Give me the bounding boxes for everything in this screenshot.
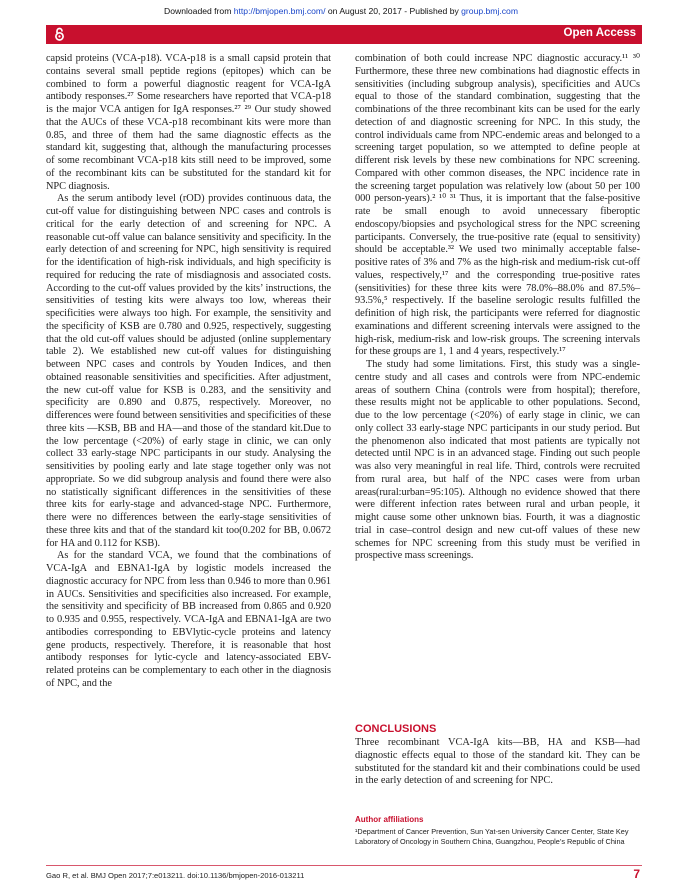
affiliations-text: ¹Department of Cancer Prevention, Sun Yat-sen University Cancer Center, State Key Laboratory of Oncology in Southern China, Guangzhou, People’s Republic of China xyxy=(355,827,629,846)
bmjopen-url-link[interactable]: http://bmjopen.bmj.com/ xyxy=(233,6,326,16)
publisher-link[interactable]: group.bmj.com xyxy=(461,6,518,16)
right-paragraph-1: combination of both could increase NPC diagnostic accuracy.¹¹ ³⁰ Furthermore, these three new combinations had diagnostic effects in sensitivities (including subgroup analysis), specificities and AUCs equal to those of the standard combination, suggesting that the combinations of the three recombinant kits can be used for the early detection of and diagnostic screening for NPC. In this study, the control individuals came from NPC-endemic areas and belonged to a screening target population, so we attempted to define people at different risk levels by these new combinations for NPC screening. Compared with other common diseases, the NPC incidence rate in the screening target population was relatively low (about 50 per 100 000 person-years).² ¹⁰ ³¹ Thus, it is important that the false-positive rate be small enough to avoid unnecessary fiberoptic endoscopy/biopsies and psychological stress for the NPC screening participants. Conversely, the true-positive rate (equal to sensitivity) should be acceptable.³² We used two minimally acceptable false-positive rates of 3% and 7% as the high-risk and medium-risk cut-off values, respectively,¹⁷ and the corresponding true-positive rates (sensitivities) for these three kits were 78.0%–88.0% and 87.5%–93.5%,⁵ respectively. If the baseline serologic results fulfilled the definition of high risk, the participants were referred for diagnostic examinations and different screening intervals were assigned to the high-risk, medium-risk and low-risk groups. The screening intervals for these groups are 1, 1 and 4 years, respectively.¹⁷ xyxy=(355,53,640,358)
right-paragraph-2: The study had some limitations. First, this study was a single-centre study and all cases and controls were from NPC-endemic areas of southern China (controls were from hospital); therefore, these results might not be applicable to other populations. Second, due to the low percentage (<20%) of early stage in clinic, we can only collect 33 early-stage NPC participants in our study period. But the phenomenon also indicated that most patients are typically not detected until NPC is in an advanced stage. Finding out such people was also very meaningful in real life. Third, controls were recruited from rural area, but half of the NPC cases were from urban areas(rural:urban=95:105). Although no evidence showed that there were different infection rates between rural and urban people, it might cause some other unknown bias. Fourth, it was a diagnostic trial in case–control design and new cut-off values of these new schemes for NPC screening from this study must be verified in prospective mass screenings. xyxy=(355,359,640,562)
page-number: 7 xyxy=(633,867,640,881)
left-column xyxy=(46,53,331,691)
download-notice xyxy=(0,6,682,16)
footer-divider xyxy=(46,865,642,866)
download-middle: on August 20, 2017 - Published by xyxy=(325,6,462,16)
open-access-lock-icon xyxy=(54,27,65,41)
right-column xyxy=(355,53,640,563)
left-paragraph-1: capsid proteins (VCA-p18). VCA-p18 is a small capsid protein that contains several small peptide regions (epitopes) which can be combined to form a powerful diagnostic reagent for VCA-IgA antibody responses.²⁷ Some researchers have reported that VCA-p18 is the major VCA antigen for IgA responses.²⁷ ²⁹ Our study showed that the AUCs of these VCA-p18 recombinant kits were more than 0.85, and three of them had the same diagnostic effects as the standard kit, suggesting that, although the manufacturing processes of some recombinant VCA-p18 kits still need to be improved, some of the recombinant kits can be substituted for the standard kit for NPC diagnosis. xyxy=(46,53,331,192)
left-paragraph-3: As for the standard VCA, we found that the combinations of VCA-IgA and EBNA1-IgA by logistic models increased the diagnostic accuracy for NPC from less than 0.946 to more than 0.961 in AUCs. Sensitivities and specificities also increased. For example, the sensitivity and specificity of BB increased from 0.865 and 0.920 to 0.935 and 0.955, respectively. VCA-IgA and EBNA1-IgA are two antibodies corresponding to EBVlytic-cycle proteins and latency gene products, respectively. Therefore, it is reasonable that host antibody responses for lytic-cycle and latency-associated EBV-related proteins can be complementary to each other in the diagnosis of NPC, and the xyxy=(46,550,331,689)
open-access-label: Open Access xyxy=(563,27,636,39)
left-paragraph-2: As the serum antibody level (rOD) provides continuous data, the cut-off value for distinguishing between NPC cases and controls is critical for the early detection of and screening for NPC. A reasonable cut-off value can balance sensitivity and specificity. In the early detection of and screening for NPC, high sensitivity is required for the identification of high-risk individuals, and high specificity is required for reducing the rate of misdiagnosis and associated costs. According to the cut-off values provided by the kits’ instructions, the sensitivities of testing kits were always too low, whereas their specificities were always too high. For example, the sensitivity and the specificity of KSB are 0.780 and 0.925, respectively, suggesting that the old cut-off values should be adjusted (online supplementary table 2). We established new cut-off values for distinguishing between NPC cases and controls by Youden Indices, and then obtained reasonable sensitivities and specificities. After adjustment, the new cut-off value for KSB is 0.283, and the sensitivity and specificity are 0.890 and 0.875, respectively. Moreover, no differences were found between sensitivities and specificities of these three kits —KSB, BB and HA—and those of the standard kit.Due to the low percentage (<20%) of early stage in clinic, we can only collect 33 early-stage NPC participants in our study. Analysing the sensitivities by pooling early and late stage together only was not appropriate. So we did subgroup analysis and found there were also no statistically significant differences in the sensitivities of these three kits for early-stage and advanced-stage NPC. Furthermore, there were no differences between the early-stage sensitivities of these three kits and that of the standard kit too(0.202 for BB, 0.0672 for HA and 0.112 for KSB). xyxy=(46,193,331,549)
footer-citation: Gao R, et al. BMJ Open 2017;7:e013211. doi:10.1136/bmjopen-2016-013211 xyxy=(46,871,305,880)
affiliations-heading: Author affiliations xyxy=(355,815,424,824)
conclusions-heading: CONCLUSIONS xyxy=(355,723,437,735)
download-prefix: Downloaded from xyxy=(164,6,234,16)
conclusions-text: Three recombinant VCA-IgA kits—BB, HA and KSB—had diagnostic effects equal to those of the standard kit. They can be substituted for the standard kit and their combinations could be used in the early detection of and screening for NPC. xyxy=(355,737,640,787)
open-access-banner xyxy=(46,25,642,44)
